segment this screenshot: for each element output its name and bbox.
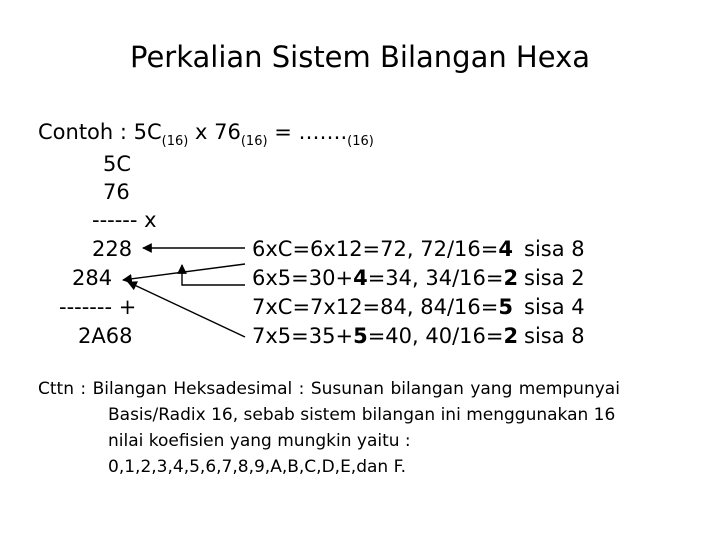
step-remainder: sisa 2	[524, 266, 585, 290]
arrow-row4	[128, 282, 245, 337]
multiply-line: ------ x	[92, 208, 157, 232]
note-word: :	[80, 379, 87, 399]
step-remainder: sisa 4	[524, 295, 585, 319]
partial-product-2: 284	[72, 266, 113, 290]
example-operator: x 76	[188, 120, 241, 144]
note-line-4: 0,1,2,3,4,5,6,7,8,9,A,B,C,D,E,dan F.	[108, 457, 407, 477]
note-words	[38, 378, 620, 401]
note-line-1	[38, 378, 620, 401]
example-equals: = …….	[267, 120, 348, 144]
step-quotient: 2	[503, 324, 519, 348]
page-title: Perkalian Sistem Bilangan Hexa	[129, 40, 591, 74]
step-calc: 6xC=6x12=72, 72/16=	[252, 237, 499, 261]
step-quotient: 5	[498, 295, 513, 319]
step-calc: 7xC=7x12=84, 84/16=	[252, 295, 499, 319]
note-word: :	[298, 379, 305, 399]
note-word: mempunyai	[518, 379, 620, 399]
multiplicand: 5C	[103, 152, 132, 176]
step-calc-rest: =40, 40/16=	[367, 324, 504, 348]
note-word: Bilangan	[92, 379, 167, 399]
step-calc: 6x5=30+	[252, 266, 354, 290]
sum-line: ------- +	[59, 295, 137, 319]
base-subscript: (16)	[161, 134, 189, 149]
base-subscript: (16)	[347, 134, 374, 149]
note-word: Cttn	[38, 379, 74, 399]
note-word: yang	[470, 379, 513, 399]
note-word: bilangan	[390, 379, 464, 399]
arrow-row2	[123, 264, 245, 280]
note-line-2: Basis/Radix 16, sebab sistem bilangan ini menggunakan 16	[108, 405, 616, 425]
step-quotient: 2	[503, 266, 519, 290]
step-remainder: sisa 8	[524, 324, 585, 348]
example-prefix: Contoh : 5C	[38, 120, 162, 144]
partial-product-1: 228	[92, 237, 133, 261]
step-carry: 4	[353, 266, 368, 290]
note-word: Susunan	[310, 379, 385, 399]
base-subscript: (16)	[240, 134, 268, 149]
step-calc-rest: =34, 34/16=	[367, 266, 504, 290]
multiplier: 76	[103, 180, 130, 204]
step-quotient: 4	[498, 237, 513, 261]
result: 2A68	[78, 324, 133, 348]
step-calc: 7x5=35+	[252, 324, 354, 348]
step-carry: 5	[353, 324, 368, 348]
note-word: Heksadesimal	[173, 379, 293, 399]
step-remainder: sisa 8	[524, 237, 585, 261]
note-line-3: nilai koefisien yang mungkin yaitu :	[108, 431, 411, 451]
